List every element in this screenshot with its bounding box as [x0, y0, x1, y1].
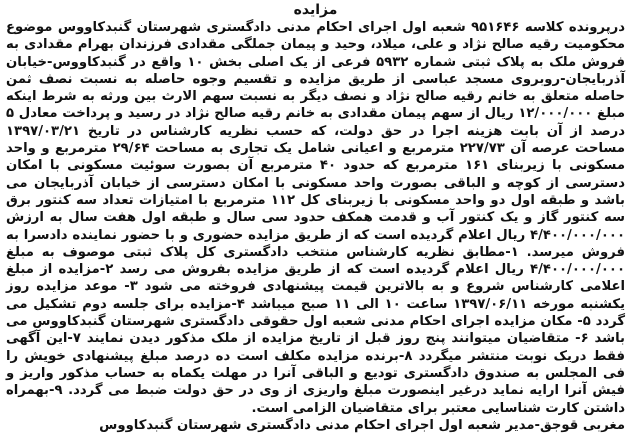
- notice-title: مزایده: [293, 2, 338, 18]
- notice-signature: مغربی قوجق-مدیر شعبه اول اجرای احکام مدنی دادگستری شهرستان گنبدکاووس: [99, 417, 625, 433]
- notice-body: درپرونده کلاسه ۹۵۱۶۴۶ شعبه اول اجرای احکام مدنی دادگستری شهرستان گنبدکاووس موضوع محکومیت رقیه صالح نژاد و علی، میلاد، وحید و پیمان جملگی مقدادی فرزندان بهرام مقدادی به فروش ملک به پلاک ثبتی شماره ۵۹۳۲ فرعی از یک اصلی بخش ۱۰ واقع در گنبدکاووس-خیابان آذربایجان-روبروی مسجد عباسی از طریق مزایده و تقسیم وجوه حاصله به نسبت نصف ثمن حاصله متعلق به خانم رقیه صالح نژاد و نصف دیگر به نسبت سهم الارث بین ورثه به شرط اینکه مبلغ ۱۲/۰۰۰/۰۰۰ ریال از سهم پیمان مقدادی به خانم رقیه صالح نژاد در رسید و پرداخت معادل ۵ درصد از آن بابت هزینه اجرا در حق دولت، که حسب نظریه کارشناس در تاریخ ۱۳۹۷/۰۳/۲۱ مساحت عرصه آن ۲۲۷/۷۳ مترمربع و اعیانی شامل یک تجاری به مساحت ۲۹/۶۴ مترمربع و واحد مسکونی با زیربنای ۱۶۱ مترمربع که حدود ۴۰ مترمربع آن بصورت سوئیت مسکونی با امکان دسترسی از کوچه و الباقی بصورت واحد مسکونی با امکان دسترسی از خیابان آذربایجان می باشد و طبقه اول دو واحد مسکونی با زیربنای کل ۱۱۲ مترمربع با امتیازات تعداد سه کنتور برق سه کنتور گاز و یک کنتور آب و قدمت همکف حدود سی سال و طبقه اول هفت سال به ارزش ۴/۴۰۰/۰۰۰/۰۰۰ ریال اعلام گردیده است که از طریق مزایده حضوری و با حضور نماینده دادسرا به فروش میرسد. ۱-مطابق نظریه کارشناس منتخب دادگستری کل پلاک ثبتی موصوف به مبلغ ۴/۴۰۰/۰۰۰/۰۰۰ ریال اعلام گردیده است که از طریق مزایده بفروش می رسد ۲-مزایده از مبلغ اعلامی کارشناس شروع و به بالاترین قیمت پیشنهادی فروخته می شود ۳- موعد مزایده روز یکشنبه مورخه ۱۳۹۷/۰۶/۱۱ ساعت ۱۰ الی ۱۱ صبح میباشد ۴-مزایده برای جلسه دوم تشکیل می گردد ۵- مکان مزایده اجرای احکام مدنی شعبه اول حقوقی دادگستری شهرستان گنبدکاووس می باشد ۶- متقاضیان میتوانند پنج روز قبل از تاریخ مزایده از ملک مذکور دیدن نمایند ۷-این آگهی فقط دریک نوبت منتشر میگردد ۸-برنده مزایده مکلف است ده درصد مبلغ پیشنهادی خویش را فی المجلس به صندوق دادگستری تودیع و الباقی آنرا در مهلت یکماه به حساب مذکور واریز و فیش آنرا ارایه نماید درغیر اینصورت مبلغ واریزی از وی در حق دولت ضبط می گردد. ۹-بهمراه داشتن کارت شناسایی معتبر برای متقاضیان الزامی است.: [6, 20, 626, 416]
